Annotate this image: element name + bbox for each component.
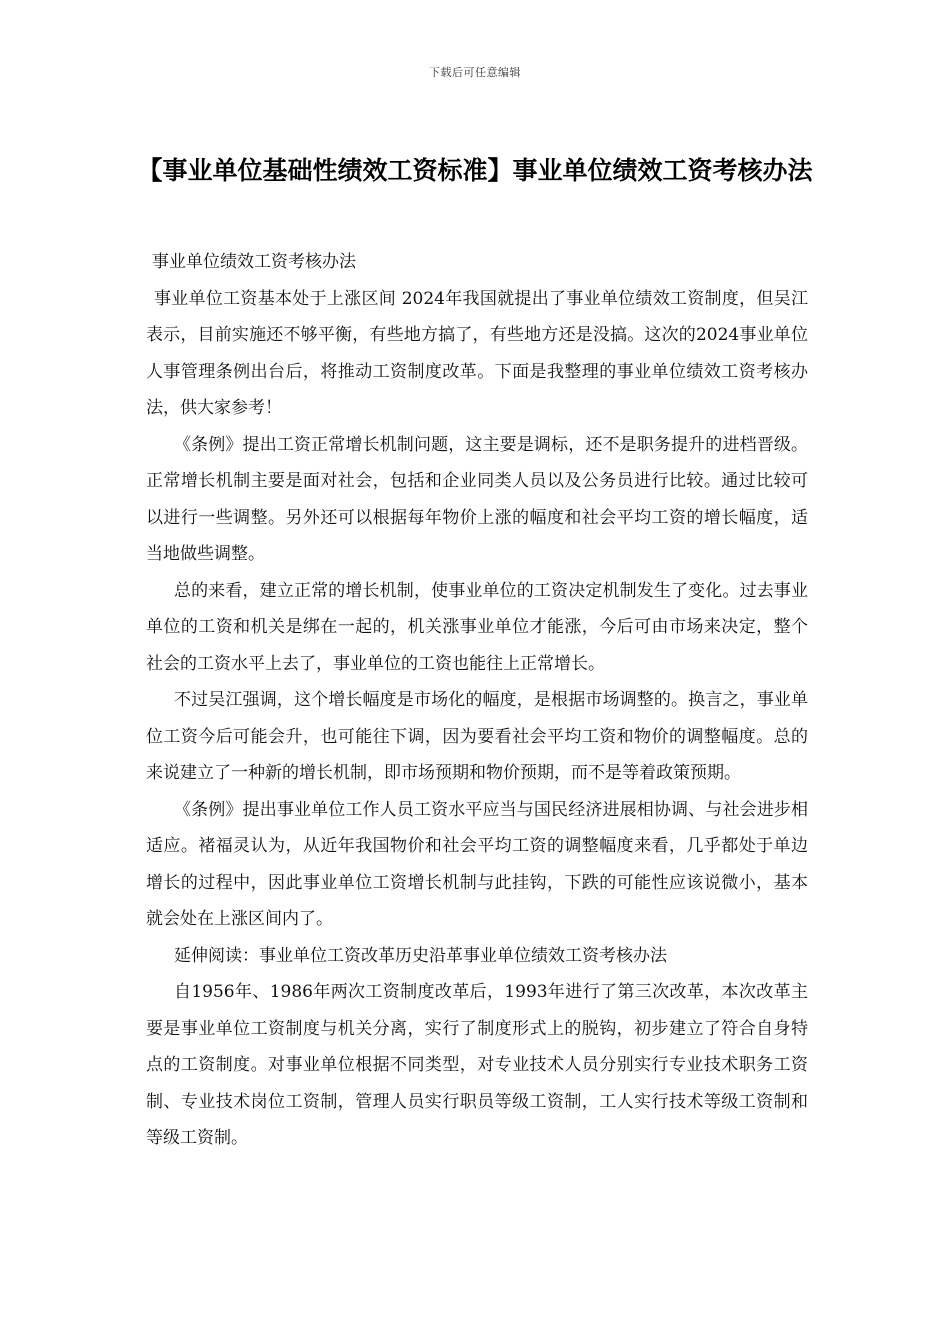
paragraph-extended-reading: 延伸阅读：事业单位工资改革历史沿革事业单位绩效工资考核办法 [174, 945, 667, 966]
document-title: 【事业单位基础性绩效工资标准】事业单位绩效工资考核办法 [137, 156, 813, 185]
paragraph-subtitle: 事业单位绩效工资考核办法 [152, 252, 356, 272]
paragraph: 《条例》提出工资正常增长机制问题，这主要是调标，还不是职务提升的进档晋级。正常增长机制主要是面对社会，包括和企业同类人员以及公务员进行比较。通过比较可以进行一些调整。另外还可以根据每年物价上涨的幅度和社会平均工资的增长幅度，适当地做些调整。 [146, 434, 808, 564]
document-body [146, 244, 808, 1157]
paragraph: 总的来看，建立正常的增长机制，使事业单位的工资决定机制发生了变化。过去事业单位的工资和机关是绑在一起的，机关涨事业单位才能涨，今后可由市场来决定，整个社会的工资水平上去了，事业单位的工资也能往上正常增长。 [146, 580, 808, 674]
paragraph: 事业单位工资基本处于上涨区间 2024年我国就提出了事业单位绩效工资制度，但吴江表示，目前实施还不够平衡，有些地方搞了，有些地方还是没搞。这次的2024事业单位人事管理条例出台后，将推动工资制度改革。下面是我整理的事业单位绩效工资考核办法，供大家参考！ [146, 288, 808, 418]
paragraph: 自1956年、1986年两次工资制度改革后，1993年进行了第三次改革，本次改革主要是事业单位工资制度与机关分离，实行了制度形式上的脱钩，初步建立了符合自身特点的工资制度。对事业单位根据不同类型，对专业技术人员分别实行专业技术职务工资制、专业技术岗位工资制，管理人员实行职员等级工资制，工人实行技术等级工资制和等级工资制。 [146, 982, 808, 1148]
header-note: 下载后可任意编辑 [429, 66, 521, 79]
paragraph: 不过吴江强调，这个增长幅度是市场化的幅度，是根据市场调整的。换言之，事业单位工资今后可能会升，也可能往下调，因为要看社会平均工资和物价的调整幅度。总的来说建立了一种新的增长机制，即市场预期和物价预期，而不是等着政策预期。 [146, 690, 808, 783]
paragraph: 《条例》提出事业单位工作人员工资水平应当与国民经济进展相协调、与社会进步相适应。褚福灵认为，从近年我国物价和社会平均工资的调整幅度来看，几乎都处于单边增长的过程中，因此事业单位工资增长机制与此挂钩，下跌的可能性应该说微小，基本就会处在上涨区间内了。 [146, 799, 808, 929]
